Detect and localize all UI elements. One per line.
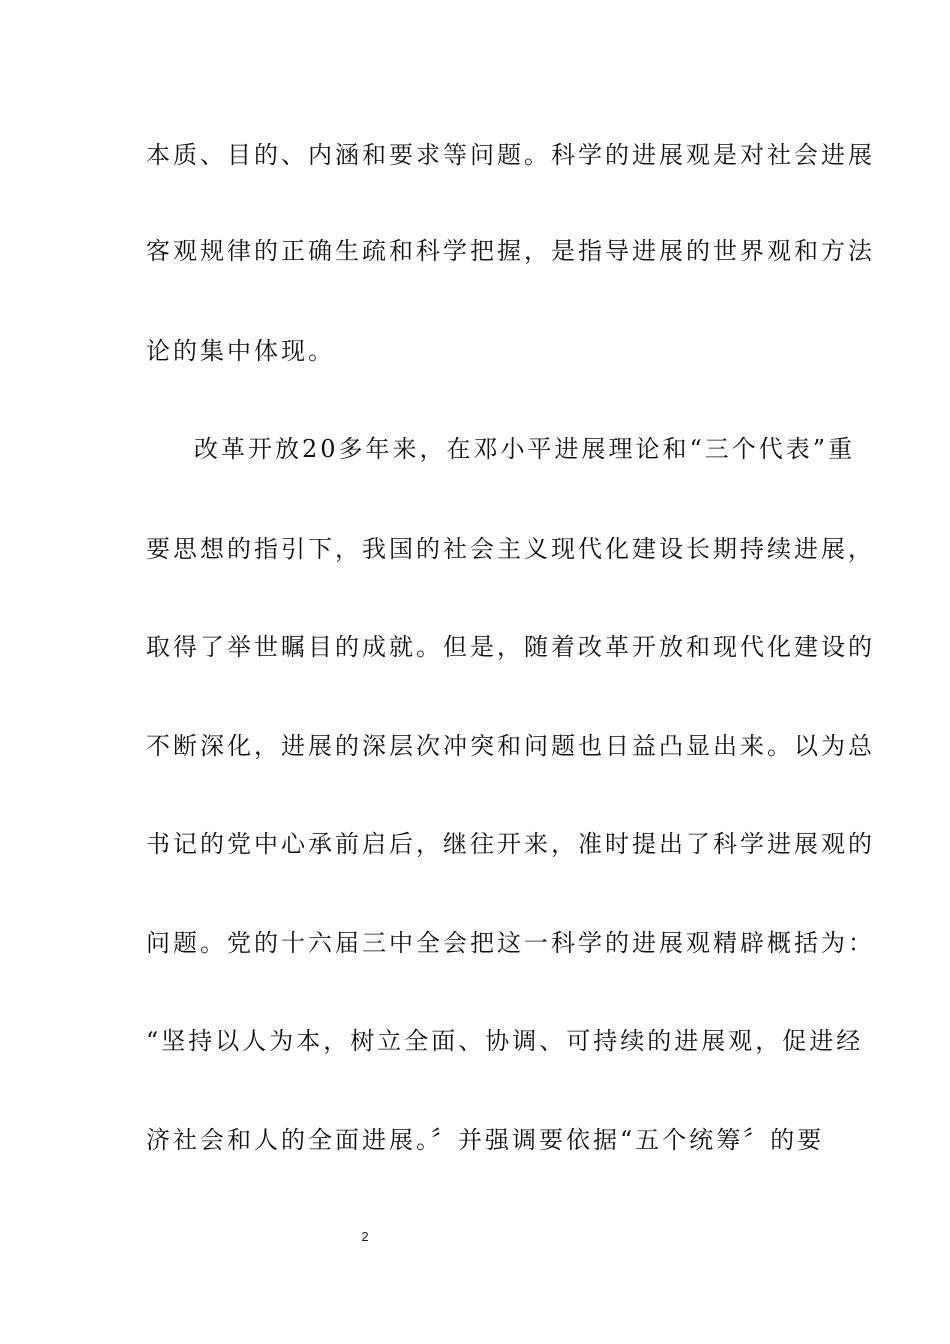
text-line-11: 济社会和人的全面进展。〞并强调要依据“五个统筹〞的要 bbox=[146, 1126, 825, 1154]
text-line-3: 论的集中体现。 bbox=[146, 337, 335, 365]
text-line-2: 客观规律的正确生疏和科学把握，是指导进展的世界观和方法 bbox=[146, 237, 875, 265]
text-line-5: 要思想的指引下，我国的社会主义现代化建设长期持续进展， bbox=[146, 535, 875, 563]
text-line-9: 问题。党的十六届三中全会把这一科学的进展观精辟概括为： bbox=[146, 929, 875, 957]
text-line-7: 不断深化，进展的深层次冲突和问题也日益凸显出来。以为总 bbox=[146, 732, 875, 760]
text-line-1: 本质、目的、内涵和要求等问题。科学的进展观是对社会进展 bbox=[146, 141, 875, 169]
text-line-4: 改革开放20多年来，在邓小平进展理论和“三个代表”重 bbox=[194, 435, 856, 463]
text-line-6: 取得了举世瞩目的成就。但是，随着改革开放和现代化建设的 bbox=[146, 633, 875, 661]
text-line-10: “坚持以人为本，树立全面、协调、可持续的进展观，促进经 bbox=[146, 1027, 864, 1055]
page-number: 2 bbox=[361, 1229, 369, 1244]
text-line-8: 书记的党中心承前启后，继往开来，准时提出了科学进展观的 bbox=[146, 830, 875, 858]
